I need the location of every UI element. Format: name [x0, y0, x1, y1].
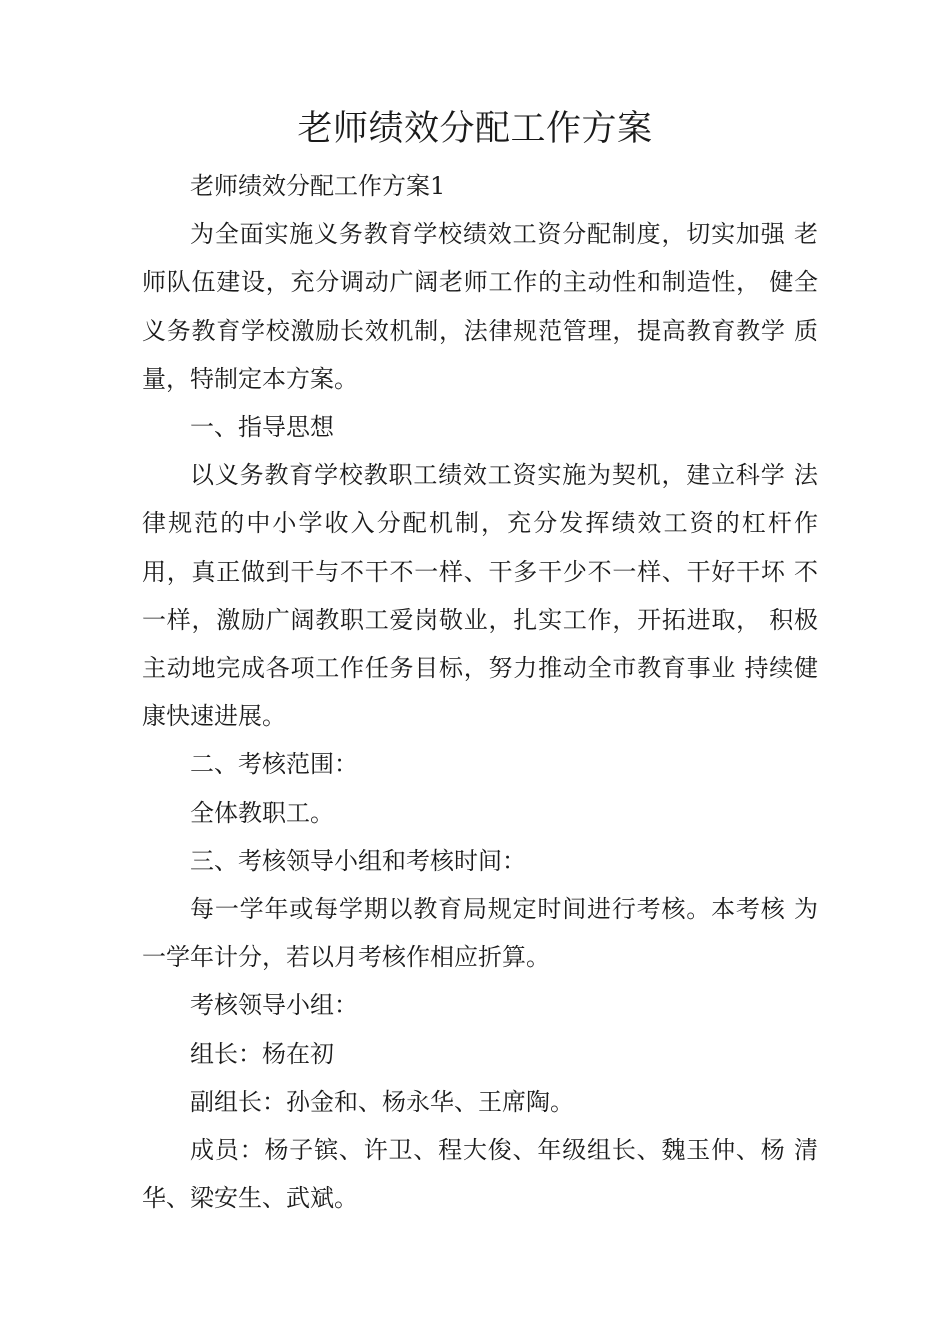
paragraph-line: 副组长：孙金和、杨永华、王席陶。 [190, 1087, 574, 1116]
paragraph-line: 老师绩效分配工作方案1 [190, 172, 446, 200]
document-body [142, 162, 818, 1222]
section-heading [142, 740, 818, 788]
paragraph-line: 一、指导思想 [190, 413, 334, 442]
paragraph-line: 师队伍建设，充分调动广阔老师工作的主动性和制造性， 健全 [142, 268, 818, 297]
guiding-thought-paragraph [142, 451, 818, 740]
paragraph-line: 全体教职工。 [190, 798, 334, 827]
paragraph-line: 一学年计分，若以月考核作相应折算。 [142, 943, 550, 972]
section-heading [142, 403, 818, 451]
intro-paragraph [142, 210, 818, 403]
paragraph-line: 二、考核范围： [190, 750, 358, 779]
paragraph-line: 组长：杨在初 [190, 1039, 334, 1068]
assessment-time-paragraph [142, 885, 818, 981]
group-leader-line [142, 1030, 818, 1078]
deputy-leader-line [142, 1078, 818, 1126]
paragraph-line: 考核领导小组： [190, 991, 358, 1020]
scope-paragraph [142, 789, 818, 837]
paragraph-line: 成员：杨子镔、许卫、程大俊、年级组长、魏玉仲、杨 清 [190, 1136, 818, 1165]
paragraph-line: 用，真正做到干与不干不一样、干多干少不一样、干好干坏 不 [142, 557, 818, 586]
paragraph-line: 量，特制定本方案。 [142, 364, 358, 393]
paragraph-line: 一样，激励广阔教职工爱岗敬业，扎实工作，开拓进取， 积极 [142, 605, 818, 634]
document-title: 老师绩效分配工作方案 [297, 109, 653, 149]
section-heading [142, 837, 818, 885]
leadership-group-label [142, 981, 818, 1029]
paragraph-line: 主动地完成各项工作任务目标，努力推动全市教育事业 持续健 [142, 654, 818, 683]
subtitle-paragraph [142, 162, 818, 210]
paragraph-line: 为全面实施义务教育学校绩效工资分配制度，切实加强 老 [190, 220, 818, 249]
paragraph-line: 康快速进展。 [142, 702, 286, 731]
paragraph-line: 华、梁安生、武斌。 [142, 1184, 358, 1213]
paragraph-line: 每一学年或每学期以教育局规定时间进行考核。本考核 为 [190, 895, 818, 924]
paragraph-line: 义务教育学校激励长效机制，法律规范管理，提高教育教学 质 [142, 316, 818, 345]
paragraph-line: 三、考核领导小组和考核时间： [190, 846, 526, 875]
paragraph-line: 律规范的中小学收入分配机制，充分发挥绩效工资的杠杆作 [142, 509, 818, 538]
paragraph-line: 以义务教育学校教职工绩效工资实施为契机，建立科学 法 [190, 461, 818, 490]
members-paragraph [142, 1126, 818, 1222]
